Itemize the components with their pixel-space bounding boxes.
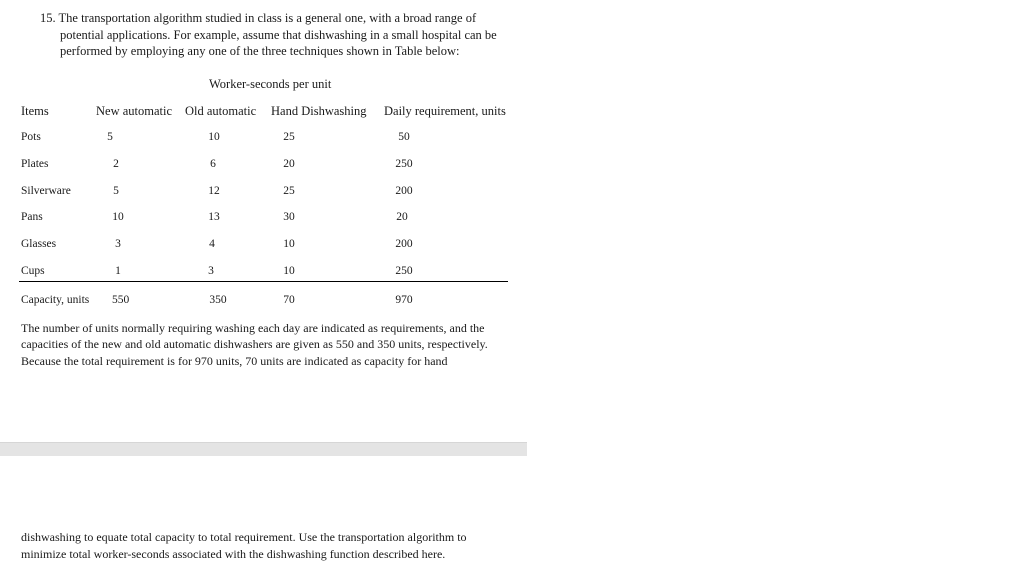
row-daily-requirement: 200 xyxy=(395,185,413,197)
row-hand-dishwashing: 25 xyxy=(283,131,295,143)
header-hand-dishwashing: Hand Dishwashing xyxy=(271,104,367,118)
page-gap-divider xyxy=(0,442,527,456)
continuation-line-2: minimize total worker-seconds associated with the dishwashing function described here. xyxy=(21,547,446,561)
row-new-automatic: 2 xyxy=(113,158,119,170)
question-line-1: 15. The transportation algorithm studied in class is a general one, with a broad range of xyxy=(40,11,477,25)
row-old-automatic: 12 xyxy=(208,185,220,197)
row-old-automatic: 6 xyxy=(210,158,216,170)
row-hand-dishwashing: 30 xyxy=(283,211,295,223)
row-daily-requirement: 20 xyxy=(396,211,408,223)
row-item: Cups xyxy=(21,265,45,277)
continuation-line-1: dishwashing to equate total capacity to total requirement. Use the transportation algorithm to xyxy=(21,530,467,544)
paragraph-line-1: The number of units normally requiring washing each day are indicated as requirements, and the xyxy=(21,321,485,335)
row-new-automatic: 5 xyxy=(113,185,119,197)
row-item: Silverware xyxy=(21,185,71,197)
row-new-automatic: 5 xyxy=(107,131,113,143)
row-item: Glasses xyxy=(21,238,57,250)
capacity-new-automatic: 550 xyxy=(112,294,130,306)
capacity-daily-requirement: 970 xyxy=(395,294,413,306)
row-new-automatic: 3 xyxy=(115,238,121,250)
header-old-automatic: Old automatic xyxy=(185,104,257,118)
row-daily-requirement: 200 xyxy=(395,238,413,250)
row-old-automatic: 10 xyxy=(208,131,220,143)
row-item: Pots xyxy=(21,131,41,143)
header-items: Items xyxy=(21,104,49,118)
row-old-automatic: 4 xyxy=(209,238,215,250)
capacity-old-automatic: 350 xyxy=(209,294,227,306)
row-daily-requirement: 50 xyxy=(398,131,410,143)
paragraph-line-3: Because the total requirement is for 970 units, 70 units are indicated as capacity for hand xyxy=(21,354,448,368)
capacity-label: Capacity, units xyxy=(21,294,90,306)
row-hand-dishwashing: 10 xyxy=(283,265,295,277)
row-new-automatic: 1 xyxy=(115,265,121,277)
question-line-3: performed by employing any one of the three techniques shown in Table below: xyxy=(60,44,460,58)
row-daily-requirement: 250 xyxy=(395,158,413,170)
paragraph-line-2: capacities of the new and old automatic dishwashers are given as 550 and 350 units, respectively. xyxy=(21,337,488,351)
capacity-hand-dishwashing: 70 xyxy=(283,294,295,306)
table-caption: Worker-seconds per unit xyxy=(209,77,332,91)
row-item: Plates xyxy=(21,158,49,170)
row-hand-dishwashing: 25 xyxy=(283,185,295,197)
row-hand-dishwashing: 20 xyxy=(283,158,295,170)
row-new-automatic: 10 xyxy=(112,211,124,223)
header-new-automatic: New automatic xyxy=(96,104,173,118)
table-bottom-rule xyxy=(19,281,508,282)
row-old-automatic: 13 xyxy=(208,211,220,223)
row-daily-requirement: 250 xyxy=(395,265,413,277)
header-daily-requirement: Daily requirement, units xyxy=(384,104,506,118)
row-item: Pans xyxy=(21,211,43,223)
row-hand-dishwashing: 10 xyxy=(283,238,295,250)
question-line-2: potential applications. For example, assume that dishwashing in a small hospital can be xyxy=(60,28,497,42)
row-old-automatic: 3 xyxy=(208,265,214,277)
